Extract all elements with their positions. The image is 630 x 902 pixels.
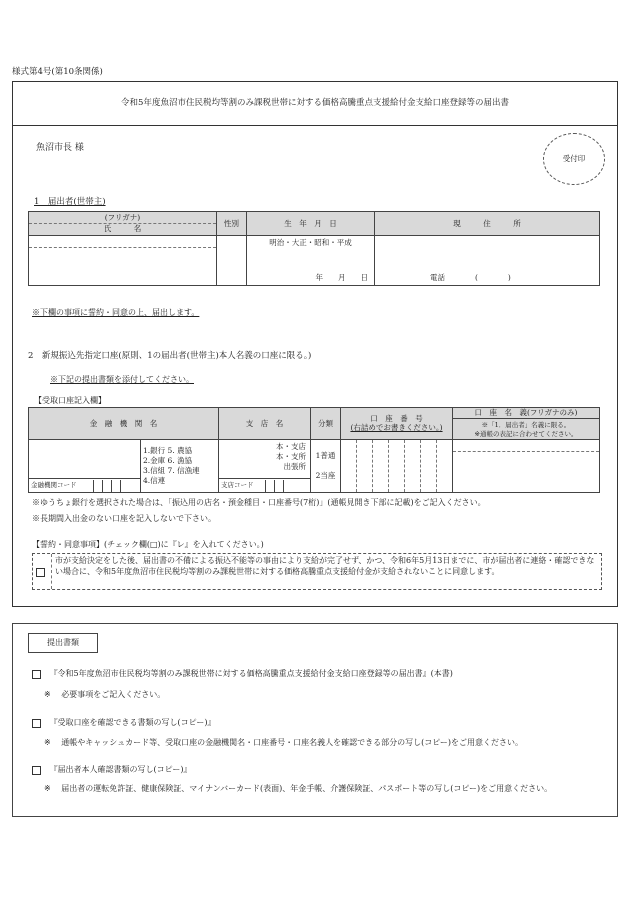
- address-header: 現 住 所: [375, 212, 600, 236]
- account-type-current: 2当座: [315, 470, 336, 480]
- submission-label-1: 『令和5年度魚沼市住民税均等割のみ課税世帯に対する価格高騰重点支援給付金支給口座登録等の届出書』(本書): [49, 669, 453, 678]
- section2-heading: 2 新規振込先指定口座(原則、1の届出者(世帯主)本人名義の口座に限る。): [28, 351, 312, 361]
- account-table: [28, 407, 600, 493]
- gender-header: 性別: [217, 212, 247, 236]
- submission-label-3: 『届出者本人確認書類の写し(コピー)』: [49, 765, 192, 774]
- birth-input[interactable]: [247, 236, 375, 286]
- account-table-title: 【受取口座記入欄】: [34, 396, 106, 405]
- form-number: 様式第4号(第10条関係): [12, 67, 103, 77]
- holder-note: ※「1．届出者」名義に限る。 ※通帳の表記に合わせてください。: [474, 421, 578, 438]
- branch-type-main: 本・支店: [276, 442, 306, 451]
- bank-code-label: 金融機関コード: [31, 481, 77, 490]
- submission-note-3-text: 届出者の運転免許証、健康保険証、マイナンバーカード(表面)、年金手帳、介護保険証、パスポート等の写し(コピー)をご用意ください。: [61, 784, 553, 793]
- agree-note: ※下欄の事項に誓約・同意の上、届出します。: [32, 308, 200, 317]
- consent-box: [32, 553, 602, 590]
- note-mark: ※: [44, 738, 51, 747]
- bank-type-5: 5. 農協: [167, 446, 193, 456]
- furigana-header: (フリガナ): [29, 213, 216, 224]
- submission-note-1-text: 必要事項をご記入ください。: [61, 690, 166, 699]
- ymd-label: 年 月 日: [315, 272, 368, 282]
- yucho-note: ※ゆうちょ銀行を選択された場合は、「振込用の店名・預金種目・口座番号(7桁)」(通帳見開き下部に記載)をご記入ください。: [32, 498, 486, 507]
- bank-type-options[interactable]: [141, 439, 219, 492]
- branch-header: 支 店 名: [219, 408, 311, 440]
- inactive-account-note: ※長期間入出金のない口座を記入しないで下さい。: [32, 514, 216, 523]
- submission-item-1: [32, 669, 453, 679]
- submission-item-2: [32, 718, 215, 728]
- birth-header: 生 年 月 日: [247, 212, 375, 236]
- account-number-input[interactable]: [341, 439, 453, 492]
- holder-header: [453, 408, 600, 440]
- bank-type-4: 4.信連: [143, 475, 166, 485]
- bank-type-1: 1.銀行: [143, 446, 166, 456]
- branch-input[interactable]: [219, 439, 311, 492]
- bank-type-7: 7. 信漁連: [167, 465, 200, 475]
- branch-type-sub: 本・支所: [276, 451, 306, 461]
- gender-input[interactable]: [217, 236, 247, 286]
- note-mark: ※: [44, 690, 51, 699]
- account-number-header: 口 座 番 号: [370, 413, 423, 423]
- bank-type-6: 6. 漁協: [167, 456, 193, 466]
- account-number-sub: (右詰めでお書きください。): [350, 423, 443, 433]
- consent-checkbox[interactable]: [36, 568, 45, 577]
- type-header: 分類: [311, 408, 341, 440]
- form-title: 令和5年度魚沼市住民税均等割のみ課税世帯に対する価格高騰重点支援給付金支給口座登録等の届出書: [12, 81, 618, 126]
- section1-heading: 1 届出者(世帯主): [34, 197, 106, 207]
- submission-note-2-text: 通帳やキャッシュカード等、受取口座の金融機関名・口座番号・口座名義人を確認できる部分の写し(コピー)をご用意ください。: [61, 738, 524, 747]
- branch-code-label: 支店コード: [221, 481, 254, 490]
- name-input[interactable]: [29, 236, 217, 286]
- attach-note: ※下記の提出書類を添付してください。: [50, 375, 194, 384]
- phone-label: 電話 ( ): [430, 272, 511, 282]
- account-header: [341, 408, 453, 440]
- note-mark: ※: [44, 784, 51, 793]
- account-type-regular: 1普通: [315, 451, 336, 461]
- name-header-cell: [29, 212, 217, 236]
- addressee: 魚沼市長 様: [36, 143, 84, 153]
- submission-item-3: [32, 765, 191, 775]
- holder-header-label: 口 座 名 義(フリガナのみ): [453, 408, 599, 419]
- era-options: 明治・大正・昭和・平成: [269, 238, 352, 247]
- submission-note-1: [44, 690, 165, 700]
- submission-note-2: [44, 738, 523, 748]
- bank-name-input[interactable]: [29, 439, 141, 492]
- name-header: 氏 名: [103, 224, 142, 234]
- consent-heading: 【誓約・同意事項】(チェック欄(□)に『レ』を入れてください。): [32, 540, 264, 549]
- holder-input[interactable]: [453, 439, 600, 492]
- submission-checkbox-1[interactable]: [32, 670, 41, 679]
- consent-text: 市が支給決定をした後、届出書の不備による振込不能等の事由により支給が完了せず、かつ、令和6年5月13日までに、市が届出者に連絡・確認できない場合に、令和5年度魚沼市住民税均等割のみ課税世帯に対する価格高騰重点支援給付金が支給されないことに同意します。: [55, 556, 595, 577]
- submission-checkbox-2[interactable]: [32, 719, 41, 728]
- applicant-table: [28, 211, 600, 286]
- main-form-box: [12, 81, 618, 607]
- submission-label-2: 『受取口座を確認できる書類の写し(コピー)』: [49, 718, 216, 727]
- submission-checkbox-3[interactable]: [32, 766, 41, 775]
- bank-type-2: 2.金庫: [143, 456, 166, 466]
- bank-type-3: 3.信組: [143, 465, 166, 475]
- bank-header: 金 融 機 関 名: [29, 408, 219, 440]
- reception-stamp: 受付印: [543, 133, 605, 185]
- submission-title: 提出書類: [28, 633, 98, 653]
- account-type-options[interactable]: [311, 439, 341, 492]
- submission-note-3: [44, 784, 552, 794]
- branch-type-office: 出張所: [283, 461, 306, 471]
- address-input[interactable]: [375, 236, 600, 286]
